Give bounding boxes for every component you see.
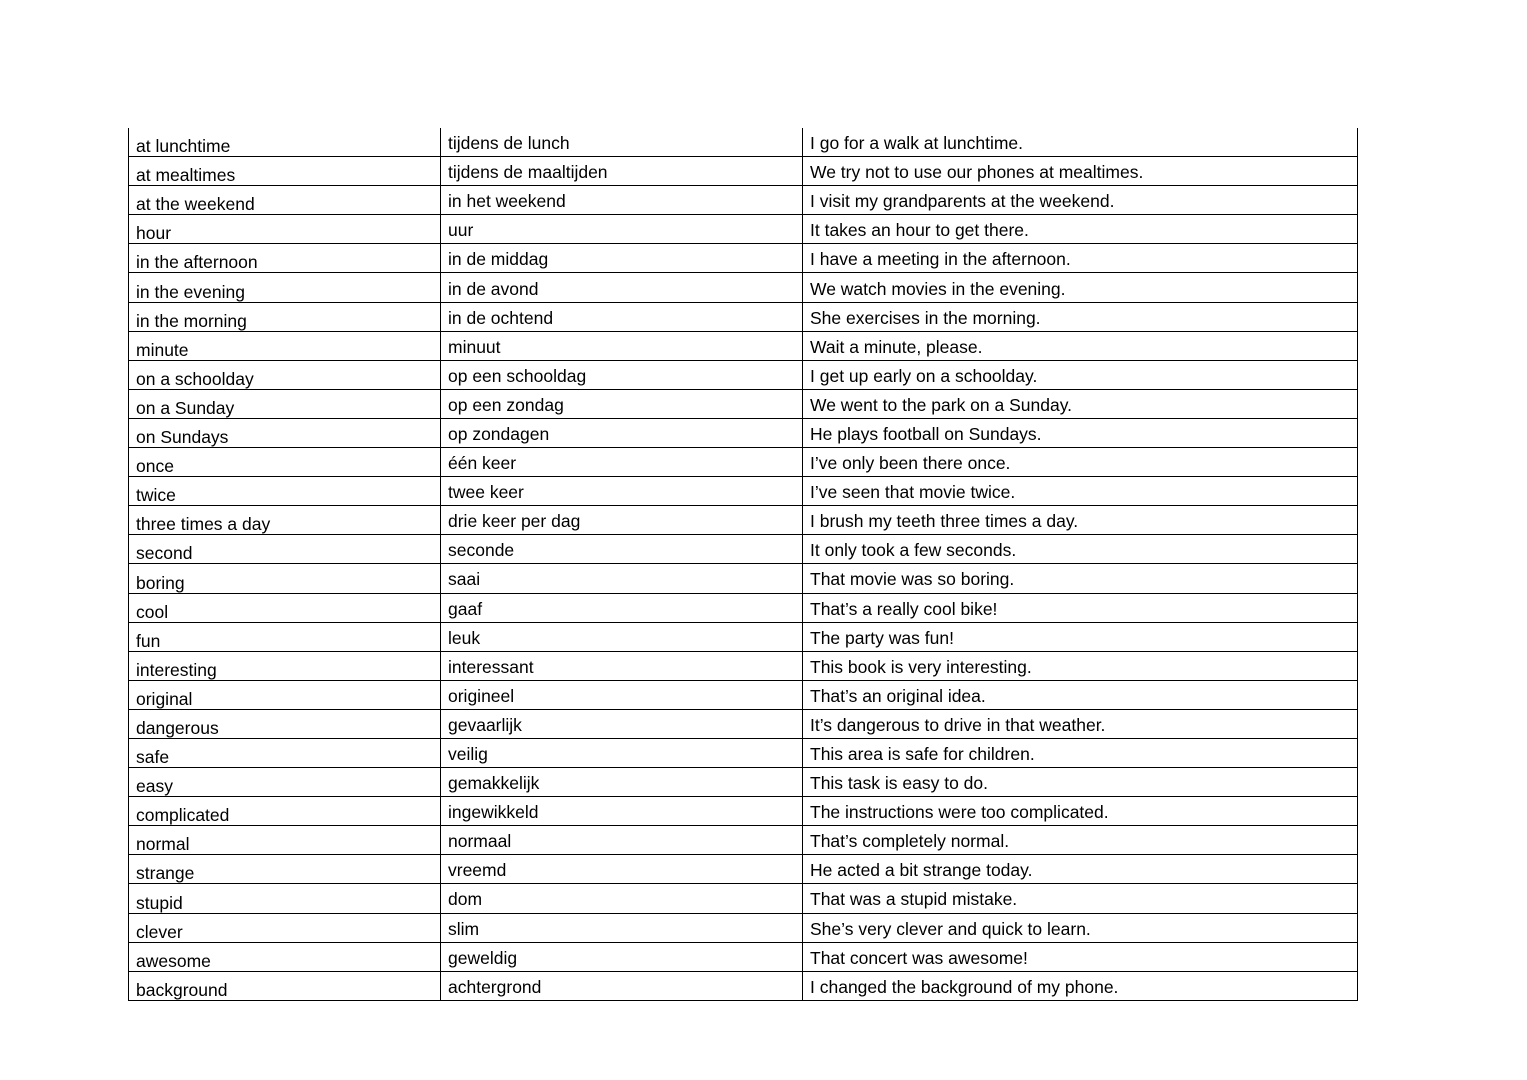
english-term-cell: strange [129,855,441,884]
english-term-cell: on a Sunday [129,389,441,418]
english-term-cell: clever [129,913,441,942]
example-sentence-cell: That’s an original idea. [803,680,1358,709]
example-sentence-cell: She exercises in the morning. [803,302,1358,331]
example-sentence-cell: He acted a bit strange today. [803,855,1358,884]
english-term-cell: fun [129,622,441,651]
dutch-translation-cell: interessant [441,651,803,680]
english-term-cell: at mealtimes [129,157,441,186]
table-row [129,535,1358,564]
english-term-cell: three times a day [129,506,441,535]
example-sentence-cell: We watch movies in the evening. [803,273,1358,302]
table-row [129,826,1358,855]
english-term-cell: cool [129,593,441,622]
example-sentence-cell: I have a meeting in the afternoon. [803,244,1358,273]
dutch-translation-cell: leuk [441,622,803,651]
example-sentence-cell: I get up early on a schoolday. [803,360,1358,389]
dutch-translation-cell: één keer [441,448,803,477]
table-row [129,244,1358,273]
example-sentence-cell: She’s very clever and quick to learn. [803,913,1358,942]
table-row [129,128,1358,157]
example-sentence-cell: That’s completely normal. [803,826,1358,855]
table-row [129,942,1358,971]
table-row [129,593,1358,622]
dutch-translation-cell: dom [441,884,803,913]
example-sentence-cell: It only took a few seconds. [803,535,1358,564]
english-term-cell: in the evening [129,273,441,302]
table-row [129,418,1358,447]
dutch-translation-cell: normaal [441,826,803,855]
example-sentence-cell: I go for a walk at lunchtime. [803,128,1358,157]
table-row [129,157,1358,186]
english-term-cell: on a schoolday [129,360,441,389]
example-sentence-cell: I brush my teeth three times a day. [803,506,1358,535]
table-row [129,709,1358,738]
dutch-translation-cell: tijdens de lunch [441,128,803,157]
dutch-translation-cell: in de middag [441,244,803,273]
english-term-cell: at lunchtime [129,128,441,157]
example-sentence-cell: He plays football on Sundays. [803,418,1358,447]
example-sentence-cell: The party was fun! [803,622,1358,651]
english-term-cell: in the afternoon [129,244,441,273]
vocabulary-table [128,128,1358,1001]
example-sentence-cell: This book is very interesting. [803,651,1358,680]
dutch-translation-cell: tijdens de maaltijden [441,157,803,186]
english-term-cell: normal [129,826,441,855]
english-term-cell: twice [129,477,441,506]
example-sentence-cell: Wait a minute, please. [803,331,1358,360]
table-row [129,506,1358,535]
english-term-cell: in the morning [129,302,441,331]
example-sentence-cell: That was a stupid mistake. [803,884,1358,913]
dutch-translation-cell: slim [441,913,803,942]
example-sentence-cell: We went to the park on a Sunday. [803,389,1358,418]
table-row [129,680,1358,709]
table-row [129,273,1358,302]
english-term-cell: safe [129,738,441,767]
table-row [129,331,1358,360]
example-sentence-cell: This task is easy to do. [803,768,1358,797]
dutch-translation-cell: ingewikkeld [441,797,803,826]
dutch-translation-cell: uur [441,215,803,244]
dutch-translation-cell: seconde [441,535,803,564]
dutch-translation-cell: drie keer per dag [441,506,803,535]
dutch-translation-cell: veilig [441,738,803,767]
english-term-cell: boring [129,564,441,593]
example-sentence-cell: That concert was awesome! [803,942,1358,971]
dutch-translation-cell: minuut [441,331,803,360]
english-term-cell: second [129,535,441,564]
table-row [129,913,1358,942]
example-sentence-cell: I’ve only been there once. [803,448,1358,477]
example-sentence-cell: We try not to use our phones at mealtimes. [803,157,1358,186]
dutch-translation-cell: origineel [441,680,803,709]
table-row [129,797,1358,826]
table-row [129,651,1358,680]
english-term-cell: at the weekend [129,186,441,215]
table-row [129,971,1358,1000]
english-term-cell: original [129,680,441,709]
table-row [129,477,1358,506]
dutch-translation-cell: gevaarlijk [441,709,803,738]
dutch-translation-cell: gemakkelijk [441,768,803,797]
table-row [129,622,1358,651]
example-sentence-cell: It takes an hour to get there. [803,215,1358,244]
english-term-cell: once [129,448,441,477]
dutch-translation-cell: in de ochtend [441,302,803,331]
table-row [129,448,1358,477]
table-row [129,564,1358,593]
dutch-translation-cell: op een schooldag [441,360,803,389]
dutch-translation-cell: op zondagen [441,418,803,447]
table-row [129,389,1358,418]
english-term-cell: easy [129,768,441,797]
table-row [129,884,1358,913]
example-sentence-cell: I changed the background of my phone. [803,971,1358,1000]
dutch-translation-cell: vreemd [441,855,803,884]
english-term-cell: stupid [129,884,441,913]
table-row [129,738,1358,767]
example-sentence-cell: The instructions were too complicated. [803,797,1358,826]
example-sentence-cell: That’s a really cool bike! [803,593,1358,622]
dutch-translation-cell: saai [441,564,803,593]
vocabulary-table-body [129,128,1358,1000]
english-term-cell: dangerous [129,709,441,738]
example-sentence-cell: I’ve seen that movie twice. [803,477,1358,506]
english-term-cell: hour [129,215,441,244]
english-term-cell: awesome [129,942,441,971]
english-term-cell: complicated [129,797,441,826]
dutch-translation-cell: twee keer [441,477,803,506]
english-term-cell: minute [129,331,441,360]
table-row [129,855,1358,884]
dutch-translation-cell: in de avond [441,273,803,302]
table-row [129,215,1358,244]
dutch-translation-cell: op een zondag [441,389,803,418]
english-term-cell: background [129,971,441,1000]
table-row [129,302,1358,331]
example-sentence-cell: That movie was so boring. [803,564,1358,593]
table-row [129,768,1358,797]
example-sentence-cell: It’s dangerous to drive in that weather. [803,709,1358,738]
english-term-cell: on Sundays [129,418,441,447]
example-sentence-cell: I visit my grandparents at the weekend. [803,186,1358,215]
dutch-translation-cell: achtergrond [441,971,803,1000]
dutch-translation-cell: gaaf [441,593,803,622]
dutch-translation-cell: geweldig [441,942,803,971]
table-row [129,360,1358,389]
dutch-translation-cell: in het weekend [441,186,803,215]
table-row [129,186,1358,215]
example-sentence-cell: This area is safe for children. [803,738,1358,767]
english-term-cell: interesting [129,651,441,680]
